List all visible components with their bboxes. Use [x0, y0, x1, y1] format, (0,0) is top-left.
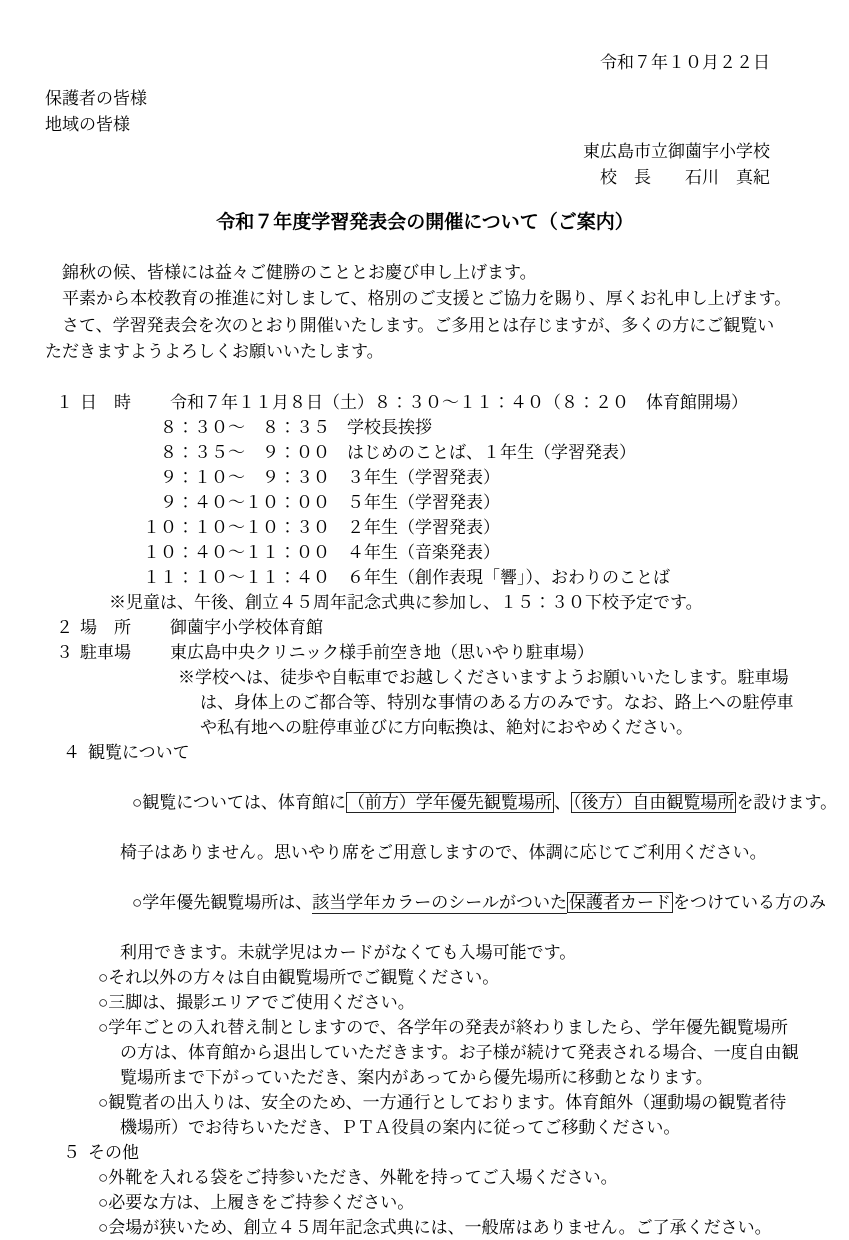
- text-line: 平素から本校教育の推進に対しまして、格別のご支援とご協力を賜り、厚くお礼申し上げます。: [45, 289, 792, 308]
- other-bullet-list: [98, 1165, 805, 1240]
- section-datetime: [45, 390, 805, 415]
- parking-note: [178, 665, 805, 740]
- section-number: ３: [56, 642, 73, 662]
- doc-date: 令和７年１０月２２日: [600, 53, 770, 72]
- section-label: 場 所: [80, 617, 131, 637]
- bullet-text: をつけている方のみ: [672, 892, 826, 912]
- boxed-free-area-label: （後方）自由観覧場所: [572, 792, 735, 812]
- bullet-viewing-areas: [98, 765, 838, 840]
- section-label: その他: [88, 1142, 139, 1162]
- sender-school: 東広島市立御薗宇小学校: [583, 141, 770, 161]
- schedule-list: [143, 415, 805, 590]
- bullet-one-way: [98, 1090, 805, 1140]
- section-parking: [45, 640, 805, 665]
- section-number: ５: [63, 1142, 80, 1162]
- sender-principal: 校 長 石川 真紀: [600, 168, 770, 187]
- text-line: ９：１０～ ９：３０ ３年生（学習発表）: [143, 467, 500, 487]
- section-place: [45, 615, 805, 640]
- bullet-text: ○観覧については、体育館に: [132, 792, 346, 812]
- text-line: さて、学習発表会を次のとおり開催いたします。ご多用とは存じますが、多くの方にご観覧い: [45, 315, 775, 335]
- bullet-parent-card: [98, 865, 826, 940]
- section-number: １: [56, 392, 73, 412]
- bullet-parent-card-cont: 利用できます。未就学児はカードがなくても入場可能です。: [120, 942, 577, 962]
- text-line: ○必要な方は、上履きをご持参ください。: [98, 1192, 415, 1212]
- section-number: ４: [63, 742, 80, 762]
- text-line: ただきますようよろしくお願いいたします。: [45, 342, 384, 361]
- sections: [45, 390, 838, 1240]
- section-label: 駐車場: [80, 642, 131, 662]
- text-line: ※学校へは、徒歩や自転車でお越しくださいますようお願いいたします。駐車場: [178, 667, 789, 687]
- text-line: ９：４０～１０：００ ５年生（学習発表）: [143, 492, 500, 512]
- text-line: １０：１０～１０：３０ ２年生（学習発表）: [143, 517, 500, 537]
- text-line: や私有地への駐停車並びに方向転換は、絶対におやめください。: [200, 717, 693, 737]
- page-title: 令和７年度学習発表会の開催について（ご案内）: [216, 211, 634, 233]
- recipient-community: 地域の皆様: [45, 115, 130, 134]
- schedule-note: ※児童は、午後、創立４５周年記念式典に参加し、１５：３０下校予定です。: [109, 592, 703, 612]
- bullet-text: ○学年優先観覧場所は、: [132, 892, 313, 912]
- boxed-parent-card-label: 保護者カード: [568, 892, 671, 912]
- text-line: 錦秋の候、皆様には益々ご健勝のこととお慶び申し上げます。: [45, 262, 537, 282]
- text-line: は、身体上のご都合等、特別な事情のある方のみです。なお、路上への駐停車: [200, 692, 794, 712]
- boxed-priority-area-label: （前方）学年優先観覧場所: [347, 792, 552, 812]
- bullet-tripod: ○三脚は、撮影エリアでご使用ください。: [98, 992, 415, 1012]
- text-line: ○外靴を入れる袋をご持参いただき、外靴を持ってご入場ください。: [98, 1167, 618, 1187]
- bullet-viewing-areas-cont: 椅子はありません。思いやり席をご用意しますので、体調に応じてご利用ください。: [120, 842, 767, 862]
- section-value: 東広島中央クリニック様手前空き地（思いやり駐車場）: [170, 642, 594, 662]
- recipient-guardians: 保護者の皆様: [45, 88, 147, 108]
- sender-block: [45, 139, 770, 192]
- text-line: ８：３０～ ８：３５ 学校長挨拶: [143, 417, 432, 437]
- section-value: 令和７年１１月８日（土）８：３０～１１：４０（８：２０ 体育館開場）: [170, 392, 748, 412]
- bullet-free-viewing: ○それ以外の方々は自由観覧場所でご観覧ください。: [98, 967, 500, 987]
- bullet-text: 、: [553, 792, 571, 812]
- section-number: ２: [56, 617, 73, 637]
- section-value: 御薗宇小学校体育館: [170, 617, 323, 637]
- section-label: 観覧について: [88, 742, 190, 762]
- text-line: ○観覧者の出入りは、安全のため、一方通行としております。体育館外（運動場の観覧者待: [98, 1092, 787, 1112]
- viewing-bullet-list: [98, 765, 838, 1140]
- section-viewing-heading: [45, 740, 805, 765]
- bullet-text: を設けます。: [736, 792, 838, 812]
- text-line: ○会場が狭いため、創立４５周年記念式典には、一般席はありません。ご了承ください。: [98, 1217, 772, 1237]
- greeting-paragraphs: [45, 260, 805, 366]
- section-label: 日 時: [80, 392, 131, 412]
- text-line: ○学年ごとの入れ替え制としますので、各学年の発表が終わりましたら、学年優先観覧場所: [98, 1017, 788, 1037]
- text-line: １０：４０～１１：００ ４年生（音楽発表）: [143, 542, 500, 562]
- underlined-grade-color-text: 該当学年カラーのシールがついた: [312, 892, 567, 912]
- bullet-rotation: [98, 1015, 805, 1090]
- text-line: 機場所）でお待ちいただき、ＰＴＡ役員の案内に従ってご移動ください。: [120, 1117, 681, 1137]
- text-line: １１：１０～１１：４０ ６年生（創作表現「響」）、おわりのことば: [143, 567, 670, 587]
- section-other-heading: [45, 1140, 805, 1165]
- text-line: の方は、体育館から退出していただきます。お子様が続けて発表される場合、一度自由観: [120, 1042, 799, 1062]
- text-line: 覧場所まで下がっていただき、案内があってから優先場所に移動となります。: [120, 1067, 713, 1087]
- text-line: ８：３５～ ９：００ はじめのことば、１年生（学習発表）: [143, 442, 636, 462]
